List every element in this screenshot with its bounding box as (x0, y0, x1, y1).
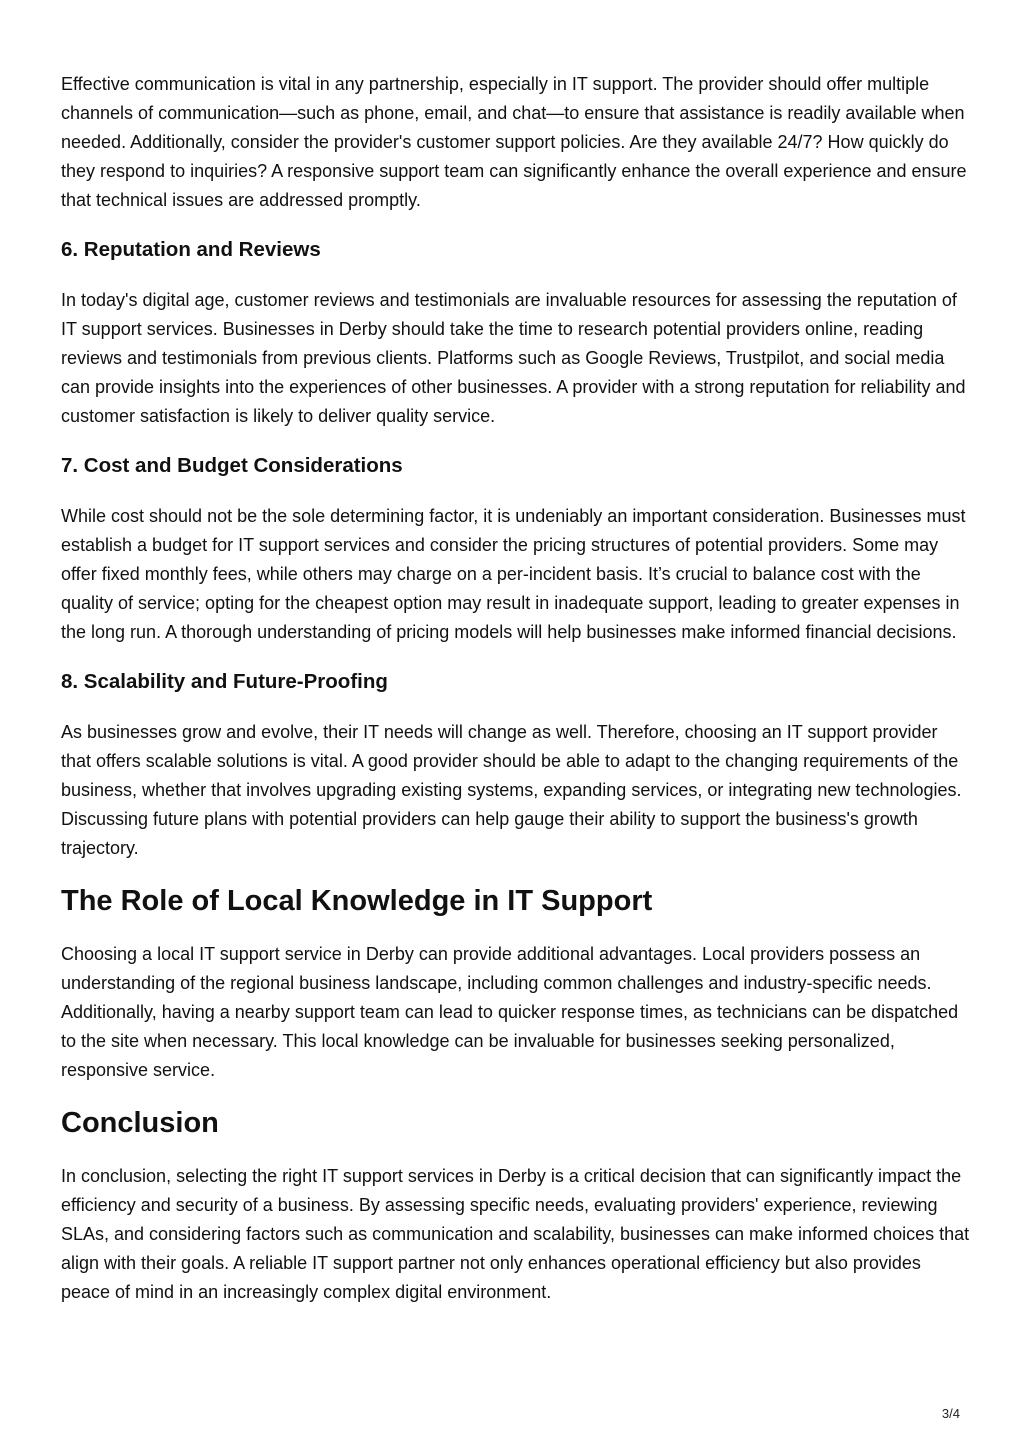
local-knowledge-paragraph: Choosing a local IT support service in Derby can provide additional advantages. Local providers possess an understanding of the regional business landscape, including common challenges and industry-specific needs. Additionally, having a nearby support team can lead to quicker response times, as technicians can be dispatched to the site when necessary. This local knowledge can be invaluable for businesses seeking personalized, responsive service. (61, 944, 959, 1080)
conclusion-heading: Conclusion (61, 1107, 219, 1139)
cost-paragraph: While cost should not be the sole determining factor, it is undeniably an important consideration. Businesses must establish a budget for IT support services and consider the pricing structures of potential providers. Some may offer fixed monthly fees, while others may charge on a per-incident basis. It’s crucial to balance cost with the quality of service; opting for the cheapest option may result in inadequate support, leading to greater expenses in the long run. A thorough understanding of pricing models will help businesses make informed financial decisions. (61, 506, 966, 642)
conclusion-paragraph: In conclusion, selecting the right IT support services in Derby is a critical decision that can significantly impact the efficiency and security of a business. By assessing specific needs, evaluating providers' experience, reviewing SLAs, and considering factors such as communication and scalability, businesses can make informed choices that align with their goals. A reliable IT support partner not only enhances operational efficiency but also provides peace of mind in an increasingly complex digital environment. (61, 1166, 970, 1302)
page-number: 3/4 (941, 1406, 960, 1421)
scalability-heading: 8. Scalability and Future-Proofing (61, 670, 388, 693)
local-knowledge-heading: The Role of Local Knowledge in IT Support (61, 885, 653, 917)
reputation-paragraph: In today's digital age, customer reviews and testimonials are invaluable resources for assessing the reputation of IT support services. Businesses in Derby should take the time to research potential providers online, reading reviews and testimonials from previous clients. Platforms such as Google Reviews, Trustpilot, and social media can provide insights into the experiences of other businesses. A provider with a strong reputation for reliability and customer satisfaction is likely to deliver quality service. (61, 290, 966, 426)
page-content (61, 70, 971, 1307)
scalability-paragraph: As businesses grow and evolve, their IT needs will change as well. Therefore, choosing an IT support provider that offers scalable solutions is vital. A good provider should be able to adapt to the changing requirements of the business, whether that involves upgrading existing systems, expanding services, or integrating new technologies. Discussing future plans with potential providers can help gauge their ability to support the business's growth trajectory. (61, 722, 962, 858)
reputation-heading: 6. Reputation and Reviews (61, 238, 321, 261)
cost-heading: 7. Cost and Budget Considerations (61, 454, 403, 477)
communication-paragraph: Effective communication is vital in any partnership, especially in IT support. The provider should offer multiple channels of communication—such as phone, email, and chat—to ensure that assistance is readily available when needed. Additionally, consider the provider's customer support policies. Are they available 24/7? How quickly do they respond to inquiries? A responsive support team can significantly enhance the overall experience and ensure that technical issues are addressed promptly. (61, 74, 967, 210)
